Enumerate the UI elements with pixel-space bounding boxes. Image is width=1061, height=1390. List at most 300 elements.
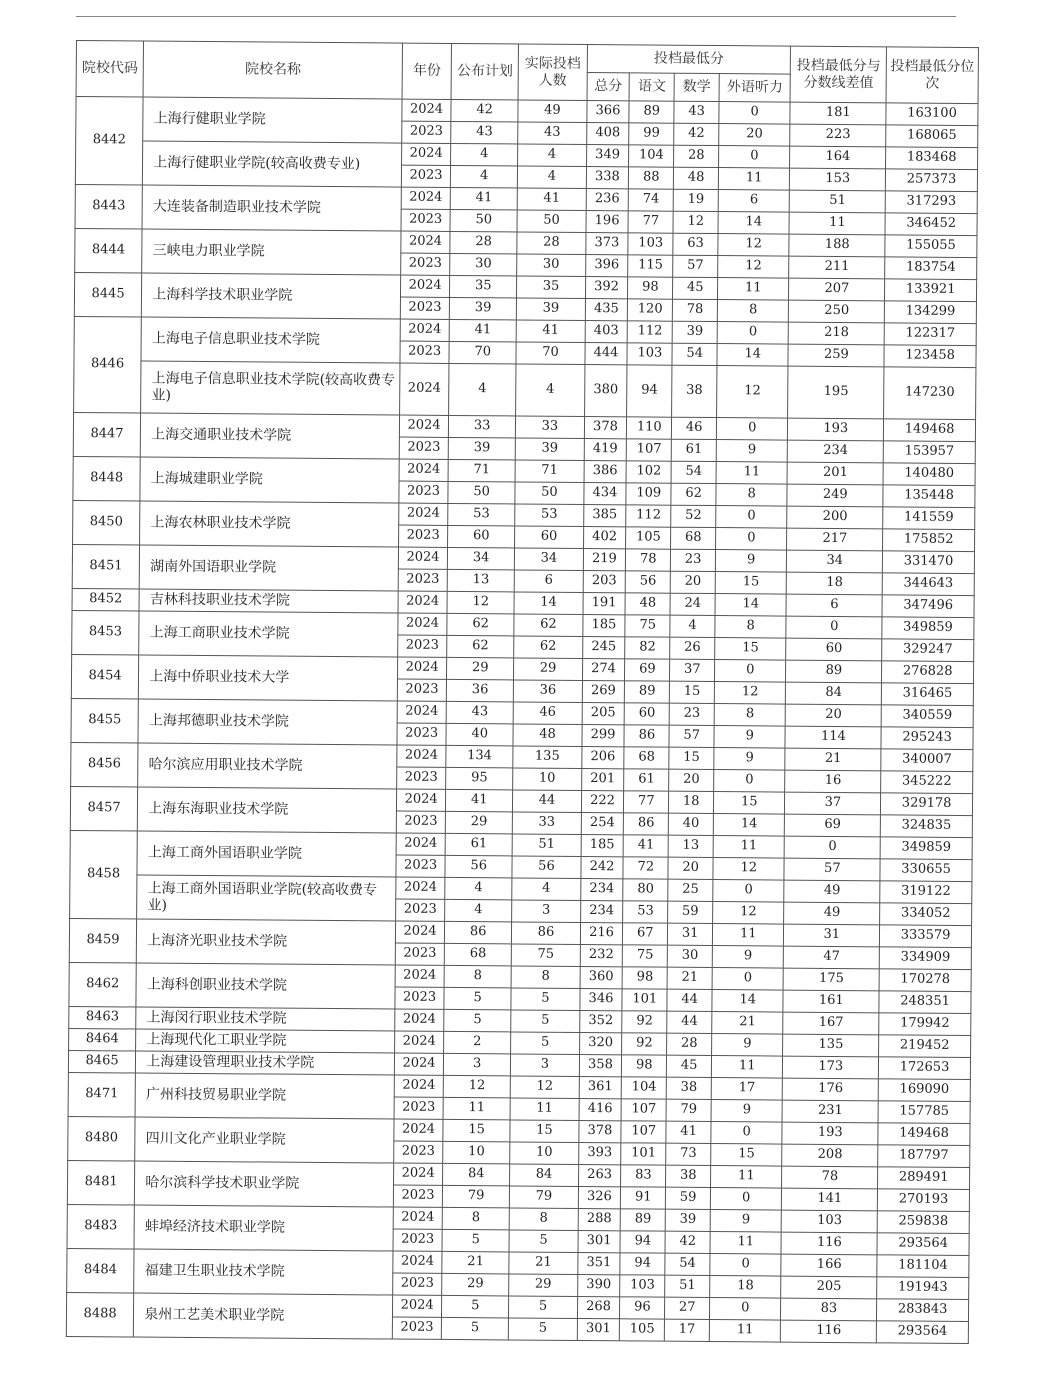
cell-plan: 42 [451, 99, 518, 122]
cell-rank: 349859 [882, 617, 974, 640]
cell-name: 湖南外国语职业学院 [139, 545, 398, 591]
cell-math: 27 [665, 1297, 710, 1319]
cell-actual: 4 [518, 166, 586, 189]
cell-rank: 259838 [877, 1211, 969, 1234]
cell-plan: 41 [450, 187, 517, 210]
cell-name: 上海工商外国语职业学院(较高收费专业) [137, 875, 396, 921]
cell-diff: 84 [786, 682, 882, 705]
cell-listening: 9 [714, 748, 786, 771]
cell-year: 2023 [399, 437, 448, 459]
header-rank: 投档最低分位次 [886, 47, 978, 104]
cell-code: 8450 [73, 500, 141, 545]
cell-code: 8464 [69, 1028, 136, 1051]
cell-math: 62 [671, 483, 716, 505]
cell-diff: 6 [786, 594, 882, 617]
cell-listening: 9 [712, 946, 784, 969]
cell-math: 54 [671, 461, 716, 483]
cell-total: 201 [581, 768, 624, 790]
cell-year: 2024 [393, 1207, 442, 1229]
cell-math: 52 [671, 505, 716, 527]
cell-diff: 161 [783, 990, 879, 1013]
cell-total: 205 [582, 702, 625, 724]
cell-actual: 79 [510, 1186, 578, 1209]
cell-name: 上海东海职业技术学院 [138, 787, 397, 833]
cell-rank: 219452 [879, 1035, 971, 1058]
cell-plan: 30 [450, 253, 517, 276]
cell-name: 上海城建职业学院 [140, 457, 399, 503]
cell-math: 45 [667, 1055, 712, 1077]
cell-math: 38 [666, 1077, 711, 1099]
cell-diff: 0 [786, 616, 882, 639]
cell-listening: 11 [711, 1166, 783, 1189]
cell-year: 2023 [395, 943, 444, 965]
cell-diff: 103 [782, 1210, 878, 1233]
cell-listening: 0 [716, 418, 788, 441]
cell-math: 20 [670, 571, 715, 593]
cell-rank: 141559 [883, 507, 975, 530]
cell-rank: 346452 [885, 213, 977, 236]
cell-name: 福建卫生职业技术学院 [134, 1249, 393, 1295]
cell-plan: 41 [449, 319, 516, 342]
cell-plan: 62 [447, 635, 514, 658]
cell-year: 2024 [394, 1075, 443, 1097]
cell-listening: 12 [718, 234, 790, 257]
cell-diff: 231 [782, 1100, 878, 1123]
cell-total: 254 [581, 812, 624, 834]
cell-diff: 116 [781, 1232, 877, 1255]
cell-listening: 6 [718, 190, 790, 213]
cell-year: 2024 [398, 591, 447, 613]
cell-plan: 11 [443, 1097, 510, 1120]
cell-plan: 5 [444, 1009, 511, 1032]
cell-actual: 12 [511, 1076, 579, 1099]
cell-actual: 30 [517, 254, 585, 277]
cell-year: 2024 [402, 143, 451, 165]
cell-diff: 49 [784, 880, 880, 903]
cell-total: 396 [585, 255, 628, 277]
cell-actual: 135 [513, 746, 581, 769]
cell-math: 73 [666, 1143, 711, 1165]
cell-chinese: 103 [627, 343, 672, 365]
cell-listening: 11 [711, 1056, 783, 1079]
cell-rank: 347496 [882, 595, 974, 618]
cell-diff: 141 [782, 1188, 878, 1211]
cell-total: 408 [586, 123, 629, 145]
cell-total: 234 [580, 878, 623, 900]
cell-code: 8459 [69, 918, 137, 963]
cell-plan: 10 [443, 1141, 510, 1164]
cell-diff: 57 [784, 858, 880, 881]
cell-rank: 175852 [883, 529, 975, 552]
cell-year: 2024 [400, 319, 449, 341]
cell-diff: 0 [785, 836, 881, 859]
cell-actual: 14 [514, 592, 582, 615]
cell-actual: 50 [517, 210, 585, 233]
cell-math: 45 [673, 277, 718, 299]
cell-listening: 15 [714, 792, 786, 815]
cell-plan: 50 [450, 209, 517, 232]
cell-math: 24 [670, 593, 715, 615]
cell-year: 2023 [401, 209, 450, 231]
cell-total: 299 [582, 724, 625, 746]
cell-year: 2023 [396, 811, 445, 833]
cell-math: 15 [670, 681, 715, 703]
cell-math: 43 [674, 101, 719, 123]
cell-listening: 14 [713, 814, 785, 837]
cell-total: 346 [580, 988, 623, 1010]
cell-listening: 11 [718, 168, 790, 191]
cell-actual: 49 [518, 100, 586, 123]
cell-name: 上海闵行职业技术学院 [136, 1007, 395, 1031]
header-diff: 投档最低分与分数线差值 [790, 46, 886, 103]
cell-name: 上海中侨职业技术大学 [139, 655, 398, 701]
cell-math: 54 [665, 1253, 710, 1275]
cell-math: 28 [667, 1033, 712, 1055]
cell-actual: 3 [512, 900, 580, 923]
cell-actual: 29 [509, 1274, 577, 1297]
header-listening: 外语听力 [719, 74, 791, 103]
cell-listening: 0 [710, 1188, 782, 1211]
cell-listening: 11 [710, 1232, 782, 1255]
cell-chinese: 82 [625, 637, 670, 659]
cell-code: 8456 [71, 742, 139, 787]
cell-math: 59 [666, 1187, 711, 1209]
cell-rank: 149468 [878, 1123, 970, 1146]
cell-year: 2024 [398, 613, 447, 635]
cell-listening: 18 [710, 1276, 782, 1299]
cell-actual: 15 [510, 1120, 578, 1143]
cell-rank: 324835 [881, 815, 973, 838]
header-code: 院校代码 [76, 41, 144, 98]
cell-diff: 205 [781, 1276, 877, 1299]
cell-rank: 163100 [886, 103, 978, 126]
cell-chinese: 103 [620, 1275, 665, 1297]
cell-actual: 48 [513, 724, 581, 747]
cell-diff: 195 [788, 366, 884, 419]
cell-diff: 218 [789, 322, 885, 345]
cell-diff: 60 [786, 638, 882, 661]
cell-actual: 62 [514, 614, 582, 637]
cell-chinese: 105 [626, 527, 671, 549]
cell-math: 42 [665, 1231, 710, 1253]
cell-listening: 0 [711, 1122, 783, 1145]
cell-year: 2024 [395, 1009, 444, 1031]
cell-total: 219 [583, 548, 626, 570]
cell-chinese: 96 [620, 1297, 665, 1319]
cell-name: 上海行健职业学院 [143, 97, 402, 143]
cell-chinese: 107 [621, 1121, 666, 1143]
cell-total: 301 [577, 1318, 620, 1340]
cell-rank: 293564 [877, 1233, 969, 1256]
cell-chinese: 72 [623, 857, 668, 879]
cell-listening: 9 [715, 550, 787, 573]
cell-actual: 36 [514, 680, 582, 703]
cell-code: 8458 [70, 830, 138, 919]
cell-chinese: 120 [628, 299, 673, 321]
cell-listening: 14 [712, 990, 784, 1013]
cell-year: 2023 [397, 767, 446, 789]
cell-actual: 10 [513, 768, 581, 791]
cell-actual: 39 [517, 298, 585, 321]
cell-listening: 15 [715, 572, 787, 595]
cell-rank: 317293 [885, 191, 977, 214]
cell-chinese: 107 [621, 1099, 666, 1121]
cell-total: 263 [578, 1164, 621, 1186]
cell-code: 8452 [72, 588, 139, 611]
cell-code: 8457 [70, 786, 138, 831]
cell-plan: 8 [442, 1207, 509, 1230]
cell-diff: 223 [790, 124, 886, 147]
cell-plan: 36 [446, 679, 513, 702]
cell-actual: 4 [512, 878, 580, 901]
top-rule [76, 16, 956, 17]
cell-actual: 5 [511, 1032, 579, 1055]
cell-listening: 11 [718, 278, 790, 301]
cell-total: 203 [583, 570, 626, 592]
cell-diff: 20 [786, 704, 882, 727]
cell-plan: 43 [451, 121, 518, 144]
cell-year: 2023 [399, 525, 448, 547]
header-name: 院校名称 [143, 41, 402, 99]
cell-total: 366 [586, 101, 629, 123]
cell-diff: 135 [783, 1034, 879, 1057]
cell-chinese: 105 [620, 1319, 665, 1341]
cell-listening: 11 [713, 924, 785, 947]
cell-year: 2024 [393, 1295, 442, 1317]
cell-total: 416 [579, 1098, 622, 1120]
cell-math: 20 [668, 857, 713, 879]
cell-diff: 250 [789, 300, 885, 323]
cell-actual: 46 [513, 702, 581, 725]
cell-actual: 70 [516, 342, 584, 365]
cell-chinese: 67 [623, 923, 668, 945]
cell-listening: 9 [716, 440, 788, 463]
cell-rank: 183754 [885, 257, 977, 280]
cell-math: 38 [666, 1165, 711, 1187]
cell-chinese: 80 [623, 879, 668, 901]
cell-rank: 172653 [879, 1057, 971, 1080]
cell-name: 大连装备制造职业技术学院 [142, 185, 401, 231]
cell-year: 2023 [398, 635, 447, 657]
cell-code: 8462 [69, 962, 137, 1007]
cell-chinese: 102 [626, 461, 671, 483]
cell-math: 12 [673, 211, 718, 233]
cell-diff: 78 [782, 1166, 878, 1189]
cell-chinese: 92 [622, 1011, 667, 1033]
cell-code: 8480 [68, 1116, 136, 1161]
cell-rank: 329247 [882, 639, 974, 662]
cell-year: 2024 [397, 701, 446, 723]
cell-plan: 56 [445, 855, 512, 878]
cell-chinese: 78 [626, 549, 671, 571]
cell-rank: 276828 [882, 661, 974, 684]
cell-code: 8454 [71, 654, 139, 699]
header-plan: 公布计划 [451, 43, 519, 100]
cell-diff: 217 [787, 528, 883, 551]
cell-actual: 5 [511, 1010, 579, 1033]
cell-rank: 153957 [883, 441, 975, 464]
cell-diff: 31 [784, 924, 880, 947]
cell-rank: 155055 [885, 235, 977, 258]
cell-math: 51 [665, 1275, 710, 1297]
cell-rank: 295243 [881, 727, 973, 750]
cell-rank: 157785 [878, 1101, 970, 1124]
cell-total: 288 [578, 1208, 621, 1230]
cell-code: 8453 [72, 610, 140, 655]
cell-math: 63 [673, 233, 718, 255]
cell-diff: 34 [787, 550, 883, 573]
cell-rank: 123458 [884, 345, 976, 368]
cell-actual: 34 [515, 548, 583, 571]
cell-total: 390 [577, 1274, 620, 1296]
cell-plan: 4 [450, 165, 517, 188]
cell-listening: 14 [718, 212, 790, 235]
cell-diff: 175 [783, 968, 879, 991]
cell-actual: 35 [517, 276, 585, 299]
cell-diff: 211 [789, 256, 885, 279]
cell-math: 39 [672, 321, 717, 343]
cell-total: 403 [585, 321, 628, 343]
cell-listening: 12 [717, 366, 789, 419]
cell-listening: 0 [710, 1254, 782, 1277]
cell-year: 2024 [395, 1053, 444, 1075]
cell-plan: 4 [445, 899, 512, 922]
cell-year: 2023 [402, 121, 451, 143]
cell-year: 2023 [392, 1317, 441, 1339]
cell-diff: 49 [784, 902, 880, 925]
cell-actual: 51 [512, 834, 580, 857]
admission-score-table [66, 40, 979, 1344]
cell-actual: 33 [516, 416, 584, 439]
cell-chinese: 112 [626, 505, 671, 527]
cell-math: 48 [674, 167, 719, 189]
cell-total: 349 [586, 145, 629, 167]
cell-code: 8447 [73, 412, 141, 457]
cell-year: 2023 [401, 253, 450, 275]
cell-name: 上海交通职业技术学院 [140, 413, 399, 459]
cell-year: 2023 [396, 855, 445, 877]
cell-actual: 71 [515, 460, 583, 483]
cell-actual: 75 [512, 944, 580, 967]
cell-code: 8463 [69, 1006, 136, 1029]
cell-diff: 167 [783, 1012, 879, 1035]
cell-plan: 39 [448, 437, 515, 460]
cell-math: 59 [668, 901, 713, 923]
cell-chinese: 60 [625, 703, 670, 725]
cell-diff: 164 [790, 146, 886, 169]
cell-year: 2024 [402, 99, 451, 121]
cell-plan: 5 [444, 987, 511, 1010]
cell-code: 8484 [67, 1248, 135, 1293]
cell-diff: 116 [781, 1320, 877, 1343]
cell-plan: 70 [449, 341, 516, 364]
cell-actual: 56 [512, 856, 580, 879]
cell-rank: 333579 [880, 925, 972, 948]
cell-math: 54 [672, 343, 717, 365]
cell-listening: 11 [709, 1320, 781, 1343]
cell-year: 2024 [397, 745, 446, 767]
cell-diff: 89 [786, 660, 882, 683]
cell-plan: 33 [448, 415, 515, 438]
cell-math: 26 [670, 637, 715, 659]
cell-plan: 29 [442, 1273, 509, 1296]
cell-chinese: 53 [623, 901, 668, 923]
cell-listening: 9 [714, 726, 786, 749]
cell-listening: 0 [714, 770, 786, 793]
cell-plan: 3 [443, 1053, 510, 1076]
cell-diff: 18 [787, 572, 883, 595]
cell-math: 17 [665, 1319, 710, 1341]
cell-total: 380 [584, 365, 627, 417]
cell-chinese: 83 [621, 1165, 666, 1187]
cell-chinese: 104 [622, 1077, 667, 1099]
cell-actual: 84 [510, 1164, 578, 1187]
cell-math: 68 [671, 527, 716, 549]
cell-name: 蚌埠经济技术职业学院 [134, 1205, 393, 1251]
cell-diff: 181 [790, 102, 886, 125]
cell-actual: 8 [509, 1208, 577, 1231]
cell-listening: 0 [715, 660, 787, 683]
cell-name: 上海济光职业技术学院 [137, 919, 396, 965]
cell-year: 2024 [398, 657, 447, 679]
cell-rank: 270193 [878, 1189, 970, 1212]
cell-year: 2024 [401, 275, 450, 297]
cell-chinese: 98 [622, 1055, 667, 1077]
cell-listening: 0 [716, 528, 788, 551]
cell-chinese: 115 [628, 255, 673, 277]
cell-math: 44 [667, 1011, 712, 1033]
cell-chinese: 91 [621, 1187, 666, 1209]
cell-listening: 15 [715, 638, 787, 661]
cell-chinese: 75 [623, 945, 668, 967]
cell-chinese: 89 [629, 101, 674, 123]
cell-diff: 114 [785, 726, 881, 749]
cell-diff: 11 [789, 212, 885, 235]
cell-chinese: 98 [628, 277, 673, 299]
cell-year: 2024 [398, 547, 447, 569]
cell-year: 2023 [393, 1185, 442, 1207]
cell-plan: 15 [443, 1119, 510, 1142]
cell-math: 19 [673, 189, 718, 211]
header-total: 总分 [587, 73, 630, 101]
table-header [76, 41, 978, 104]
cell-diff: 176 [783, 1078, 879, 1101]
cell-rank: 257373 [886, 169, 978, 192]
cell-year: 2023 [393, 1273, 442, 1295]
cell-diff: 69 [785, 814, 881, 837]
cell-total: 373 [585, 233, 628, 255]
cell-math: 15 [669, 747, 714, 769]
cell-rank: 329178 [881, 793, 973, 816]
cell-plan: 71 [448, 459, 515, 482]
cell-rank: 187797 [878, 1145, 970, 1168]
cell-math: 38 [672, 365, 717, 417]
cell-year: 2023 [396, 899, 445, 921]
cell-math: 78 [673, 299, 718, 321]
cell-rank: 191943 [877, 1277, 969, 1300]
cell-diff: 166 [781, 1254, 877, 1277]
cell-plan: 39 [449, 297, 516, 320]
cell-math: 39 [665, 1209, 710, 1231]
cell-plan: 95 [446, 767, 513, 790]
cell-actual: 6 [515, 570, 583, 593]
cell-math: 40 [669, 813, 714, 835]
cell-rank: 340559 [881, 705, 973, 728]
cell-plan: 61 [445, 833, 512, 856]
cell-total: 234 [580, 900, 623, 922]
cell-plan: 8 [444, 965, 511, 988]
header-chinese: 语文 [629, 73, 674, 101]
